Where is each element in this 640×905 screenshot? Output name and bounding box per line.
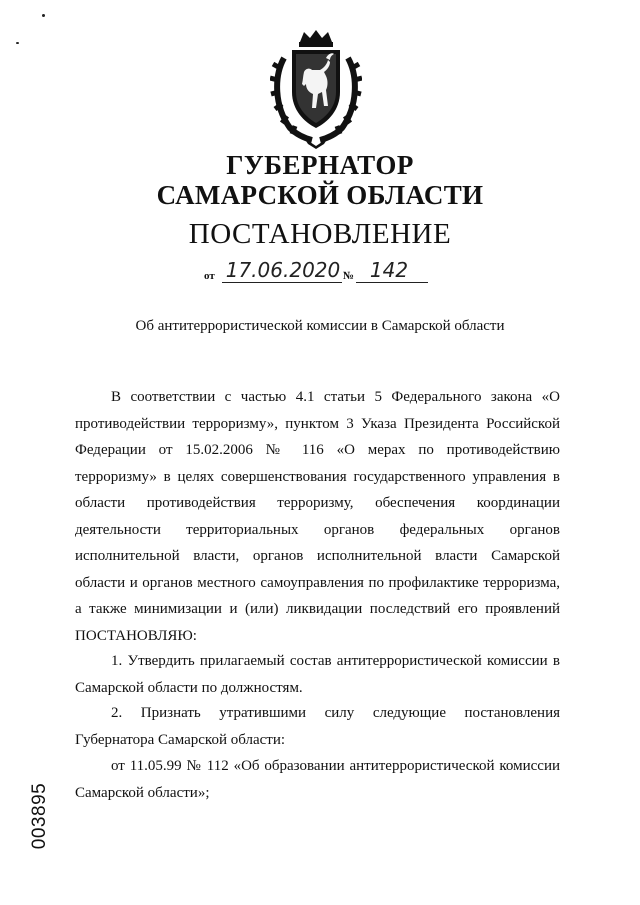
clause-2-paragraph: 2. Признать утратившими силу следующие постановления Губернатора Самарской области: xyxy=(75,705,560,748)
issuer-title-line2: САМАРСКОЙ ОБЛАСТИ xyxy=(156,180,484,210)
samara-coat-of-arms-icon xyxy=(270,28,362,150)
scan-speck xyxy=(42,14,45,17)
date-prefix: от xyxy=(204,270,215,282)
document-date: 17.06.2020 xyxy=(225,258,341,282)
document-subject: Об антитеррористической комиссии в Самарской области xyxy=(135,318,505,334)
number-underline xyxy=(356,282,428,283)
scan-speck xyxy=(16,42,19,44)
document-number: 142 xyxy=(369,258,409,282)
stamp-number: 003895 xyxy=(29,782,50,850)
preamble-paragraph: В соответствии с частью 4.1 статьи 5 Федерального закона «О противодействии терроризму», пунктом 3 Указа Президента Российской Федерации от 15.02.2006 № 116 «О мерах по противодействию терроризму» в целях совершенствования государственного управления в области противодействия терроризму, обеспечения координации деятельности территориальных органов федеральных органов исполнительной власти, органов исполнительной власти Самарской области и органов местного самоуправления по профилактике терроризма, а также минимизации и (или) ликвидации последствий его проявлений ПОСТАНОВЛЯЮ: xyxy=(75,389,560,644)
number-label: № xyxy=(343,270,355,282)
date-underline xyxy=(222,282,342,283)
issuer-title-line1: ГУБЕРНАТОР xyxy=(226,150,414,180)
repealed-act-item: от 11.05.99 № 112 «Об образовании антитеррористической комиссии Самарской области»; xyxy=(75,758,560,801)
document-type-heading: ПОСТАНОВЛЕНИЕ xyxy=(188,218,452,250)
clause-1-paragraph: 1. Утвердить прилагаемый состав антитеррористической комиссии в Самарской области по должностям. xyxy=(75,653,560,696)
registration-stamp xyxy=(30,775,50,855)
document-date-number-line xyxy=(204,258,434,286)
